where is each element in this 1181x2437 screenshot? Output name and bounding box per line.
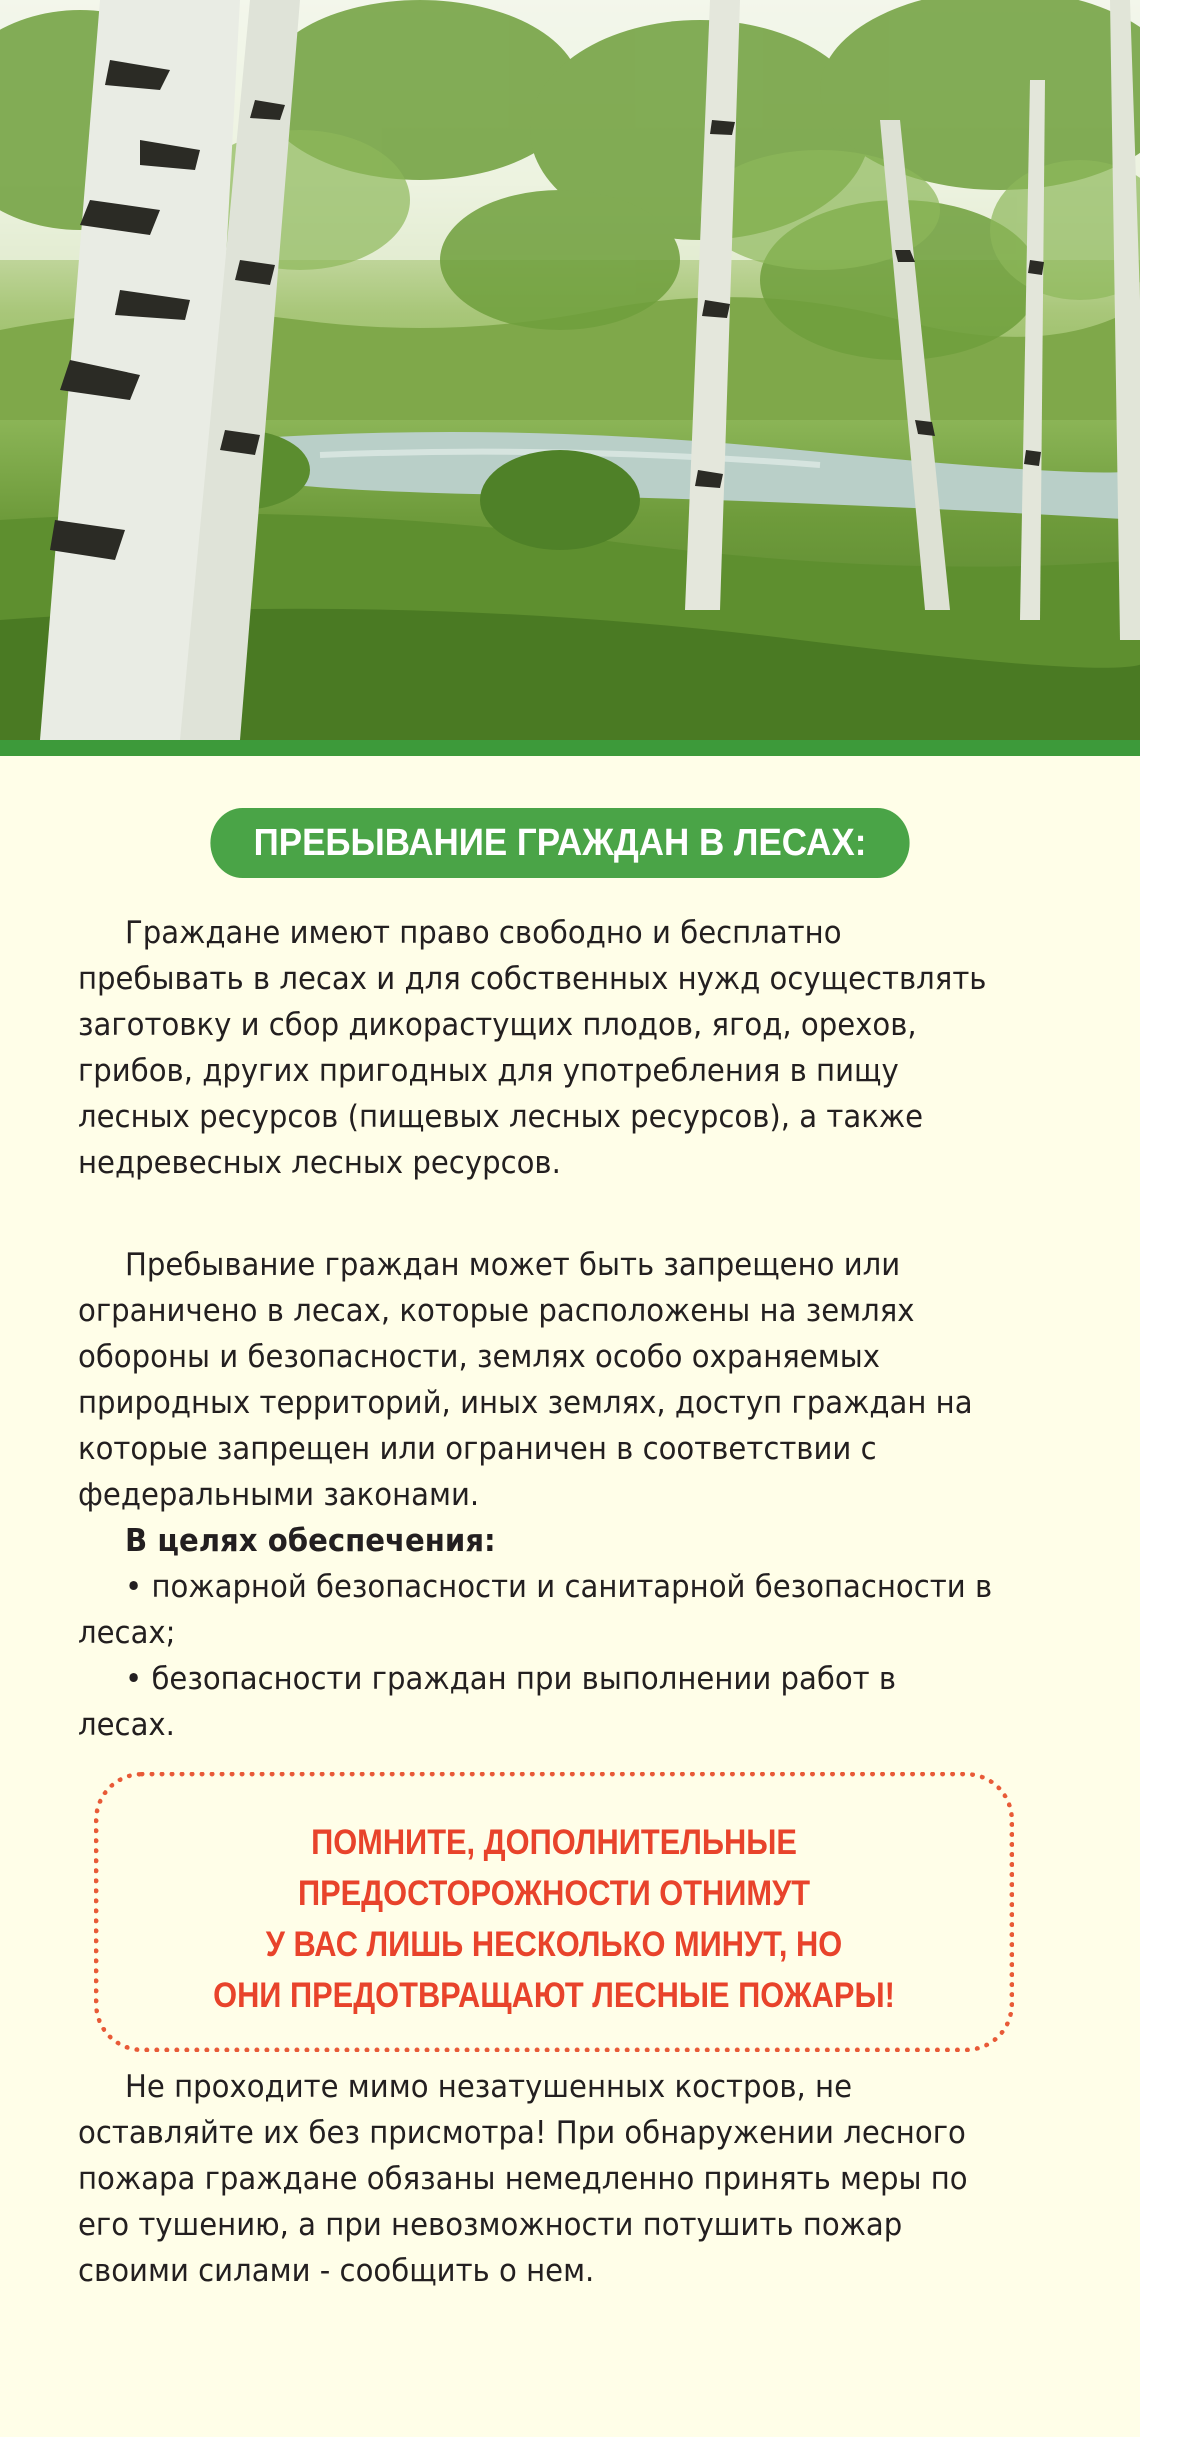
purposes-title: В целях обеспечения: (125, 1523, 496, 1559)
notice-line-1: ПОМНИТЕ, ДОПОЛНИТЕЛЬНЫЕ (311, 1823, 797, 1862)
bullet-citizen-safety: • безопасности граждан при выполнении работ в лесах. (78, 1661, 897, 1743)
warning-notice-box (94, 1772, 1014, 2052)
scan-margin (1140, 0, 1181, 2437)
paragraph-restrictions: Пребывание граждан может быть запрещено или ограничено в лесах, которые расположены на землях обороны и безопасности, землях особо охраняемых природных территорий, иных землях, доступ граждан на которые запрещен или ограничен в соответствии с федеральными законами. (78, 1247, 973, 1513)
notice-line-3: У ВАС ЛИШЬ НЕСКОЛЬКО МИНУТ, НО (265, 1925, 843, 1964)
paragraph-campfires: Не проходите мимо незатушенных костров, не оставляйте их без присмотра! При обнаружении лесного пожара граждане обязаны немедленно принять меры по его тушению, а при невозможности потушить пожар своими силами - сообщить о нем. (78, 2069, 968, 2289)
birch-forest-illustration (0, 0, 1140, 740)
restrictions-paragraph-block (78, 1242, 999, 1748)
paragraph-rights: Граждане имеют право свободно и бесплатно пребывать в лесах и для собственных нужд осуществлять заготовку и сбор дикорастущих плодов, ягод, орехов, грибов, других пригодных для употребления в пищу лесных ресурсов (пищевых лесных ресурсов), а также недревесных лесных ресурсов. (78, 915, 987, 1181)
section-heading: ПРЕБЫВАНИЕ ГРАЖДАН В ЛЕСАХ: (210, 808, 909, 878)
closing-paragraph-block (78, 2064, 999, 2294)
warning-notice-text (154, 1817, 955, 2021)
notice-line-4: ОНИ ПРЕДОТВРАЩАЮТ ЛЕСНЫЕ ПОЖАРЫ! (213, 1976, 895, 2015)
green-divider-band (0, 740, 1140, 756)
birch-forest-photo (0, 0, 1140, 740)
intro-paragraph-block (78, 910, 999, 1186)
bullet-fire-safety: • пожарной безопасности и санитарной безопасности в лесах; (78, 1569, 993, 1651)
notice-line-2: ПРЕДОСТОРОЖНОСТИ ОТНИМУТ (297, 1874, 811, 1913)
